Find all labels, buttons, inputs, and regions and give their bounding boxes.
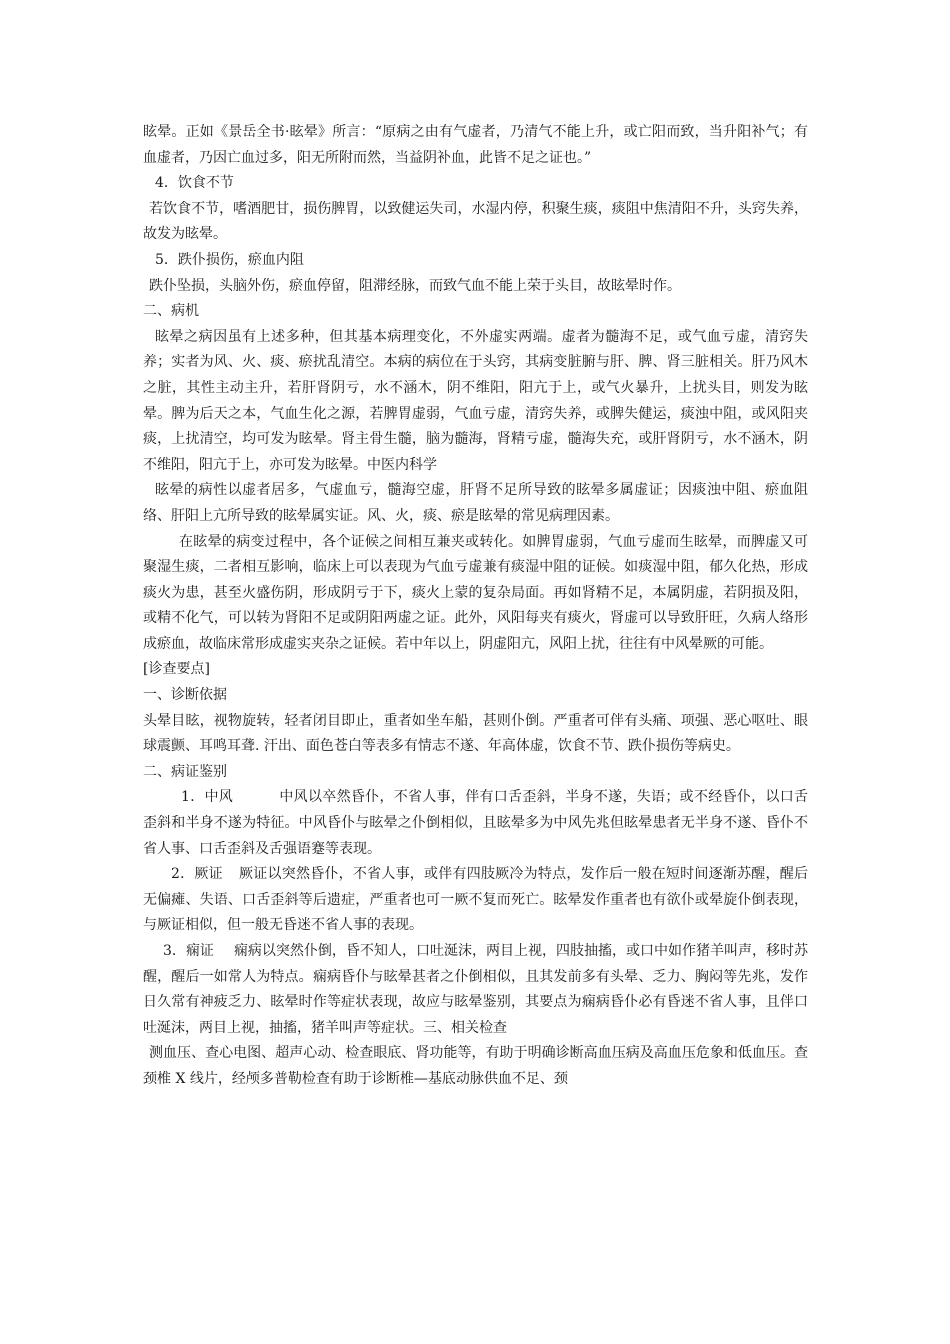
paragraph-stroke xyxy=(143,785,808,862)
text-stroke: 中风以卒然昏仆，不省人事，伴有口舌歪斜，半身不遂，失语；或不经昏仆，以口舌歪斜和半身不遂为特征。中风昏仆与眩晕之仆倒相似，且眩晕多为中风先兆但眩晕患者无半身不遂、昏仆不省人事、口舌歪斜及舌强语蹇等表现。 xyxy=(143,789,808,857)
heading-pathogenesis: 二、病机 xyxy=(143,303,199,320)
heading-diet: 4．饮食不节 xyxy=(155,175,234,192)
paragraph-syncope xyxy=(143,862,808,939)
document-page xyxy=(143,120,808,1093)
paragraph-examinations: 测血压、查心电图、超声心动、检查眼底、肾功能等，有助于明确诊断高血压病及高血压危象和低血压。查颈椎 X 线片，经颅多普勒检查有助于诊断椎—基底动脉供血不足、颈 xyxy=(143,1045,808,1087)
paragraph-trauma: 跌仆坠损，头脑外伤，瘀血停留，阻滞经脉，而致气血不能上荣于头目，故眩晕时作。 xyxy=(149,277,681,294)
paragraph-nature: 眩晕的病性以虚者居多，气虚血亏，髓海空虚，肝肾不足所导致的眩晕多属虚证；因痰浊中阻、瘀血阻络、肝阳上亢所导致的眩晕属实证。风、火，痰、瘀是眩晕的常见病理因素。 xyxy=(143,482,808,524)
heading-trauma: 5．跌仆损伤，瘀血内阻 xyxy=(155,251,304,268)
heading-differential: 二、病证鉴别 xyxy=(143,763,227,780)
heading-diagnosis-points: [诊查要点] xyxy=(143,661,210,678)
text-epilepsy: 痫病以突然仆倒，昏不知人，口吐涎沫，两目上视，四肢抽搐，或口中如作猪羊叫声，移时苏醒，醒后一如常人为特点。痫病昏仆与眩晕甚者之仆倒相似，且其发前多有头晕、乏力、胸闷等先兆，发作日久常有神疲乏力、眩晕时作等症状表现，故应与眩晕鉴别，其要点为痫病昏仆必有昏迷不省人事，且伴口吐涎沫，两目上视，抽搐，猪羊叫声等症状。三、相关检查 xyxy=(143,943,808,1036)
paragraph-transformation: 在眩晕的病变过程中，各个证候之间相互兼夹或转化。如脾胃虚弱，气血亏虚而生眩晕，而脾虚又可聚湿生痰，二者相互影响，临床上可以表现为气血亏虚兼有痰湿中阻的证候。如痰湿中阻，郁久化热，形成痰火为患，甚至火盛伤阴，形成阴亏于下，痰火上蒙的复杂局面。再如肾精不足，本属阴虚，若阴损及阳，或精不化气，可以转为肾阳不足或阴阳两虚之证。此外，风阳每夹有痰火，肾虚可以导致肝旺，久病人络形成瘀血，故临床常形成虚实夹杂之证候。若中年以上，阴虚阳亢，风阳上扰，往往有中风晕厥的可能。 xyxy=(143,533,808,652)
text-syncope: 厥证以突然昏仆，不省人事，或伴有四肢厥冷为特点，发作后一般在短时间逐渐苏醒，醒后无偏瘫、失语、口舌歪斜等后遗症，严重者也可一厥不复而死亡。眩晕发作重者也有欲仆或晕旋仆倒表现，与厥证相似，但一般无昏迷不省人事的表现。 xyxy=(143,866,808,934)
heading-diagnosis-basis: 一、诊断依据 xyxy=(143,687,227,704)
paragraph-epilepsy xyxy=(143,939,808,1041)
paragraph-diet: 若饮食不节，嗜酒肥甘，损伤脾胃，以致健运失司，水湿内停，积聚生痰，痰阻中焦清阳不升，头窍失养，故发为眩晕。 xyxy=(143,200,808,243)
label-syncope: 2．厥证 xyxy=(171,866,223,883)
paragraph-diagnosis-basis: 头晕目眩，视物旋转，轻者闭目即止，重者如坐车船，甚则仆倒。严重者可伴有头痛、项强、恶心呕吐、眼球震颤、耳鸣耳聋. 汗出、面色苍白等表多有情志不遂、年高体虚，饮食不节、跌仆损伤等病史。 xyxy=(143,712,808,755)
paragraph-pathogenesis: 眩晕之病因虽有上述多种，但其基本病理变化，不外虚实两端。虚者为髓海不足，或气血亏虚，清窍失养；实者为风、火、痰、瘀扰乱清空。本病的病位在于头窍，其病变脏腑与肝、脾、肾三脏相关。肝乃风木之脏，其性主动主升，若肝肾阴亏，水不涵木，阴不维阳，阳亢于上，或气火暴升，上扰头目，则发为眩晕。脾为后天之本，气血生化之源，若脾胃虚弱，气血亏虚，清窍失养，或脾失健运，痰浊中阻，或风阳夹痰，上扰清空，均可发为眩晕。肾主骨生髓，脑为髓海，肾精亏虚，髓海失充，或肝肾阴亏，水不涵木，阴不维阳，阳亢于上，亦可发为眩晕。中医内科学 xyxy=(143,328,808,473)
label-stroke: 1．中风 xyxy=(181,789,234,806)
label-epilepsy: 3．痫证 xyxy=(163,943,214,959)
paragraph-deficiency-quote: 眩晕。正如《景岳全书·眩晕》所言：“原病之由有气虚者，乃清气不能上升，或亡阳而致，当升阳补气；有血虚者，乃因亡血过多，阳无所附而然，当益阴补血，此皆不足之证也。” xyxy=(143,124,808,166)
